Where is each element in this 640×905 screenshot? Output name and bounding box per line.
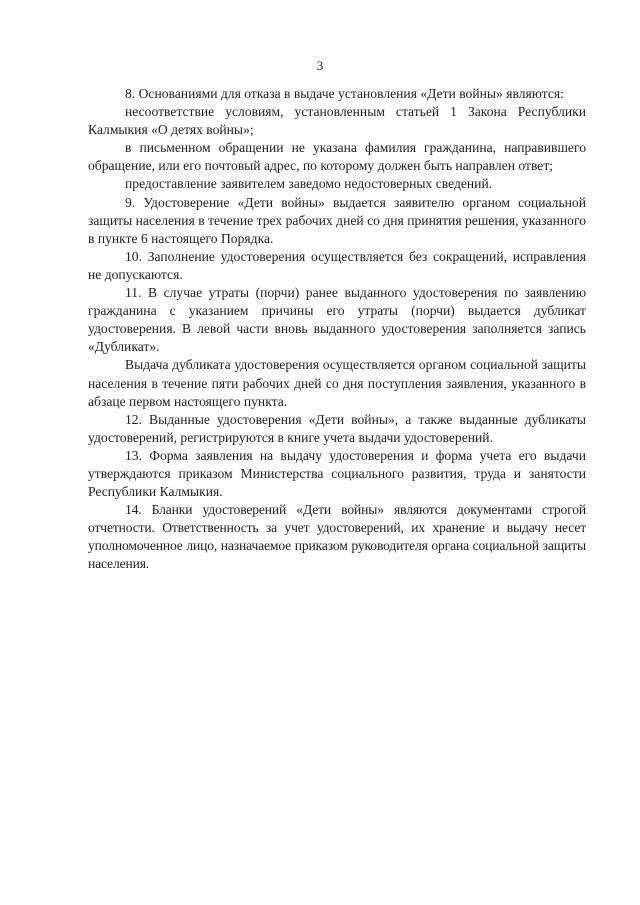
paragraph-8: 8. Основаниями для отказа в выдаче установления «Дети войны» являются: (125, 86, 564, 101)
paragraph-11-duplicate: Выдача дубликата удостоверения осуществляется органом социальной защиты населения в течение пяти рабочих дней со дня поступления заявления, указанного в абзаце первом настоящего пункта. (88, 357, 586, 409)
paragraph-10: 10. Заполнение удостоверения осуществляется без сокращений, исправления не допускаются. (88, 248, 586, 282)
paragraph-9: 9. Удостоверение «Дети войны» выдается заявителю органом социальной защиты населения в течение трех рабочих дней со дня принятия решения, указанного в пункте 6 настоящего Порядка. (88, 194, 586, 246)
paragraph-8-item-3: предоставление заявителем заведомо недостоверных сведений. (125, 176, 493, 192)
page-number: 3 (316, 58, 324, 73)
paragraph-11: 11. В случае утраты (порчи) ранее выданного удостоверения по заявлению гражданина с указанием причины его утраты (порчи) выдается дубликат удостоверения. В левой части вновь выданного удостоверения заполняется запись «Дубликат». (88, 285, 586, 355)
paragraph-14: 14. Бланки удостоверений «Дети войны» являются документами строгой отчетности. Ответственность за учет удостоверений, их хранение и выдачу несет уполномоченное лицо, назначаемое приказом руководителя органа социальной защиты населения. (88, 502, 586, 572)
document-body (88, 85, 586, 574)
paragraph-13: 13. Форма заявления на выдачу удостоверения и форма учета его выдачи утверждаются приказом Министерства социального развития, труда и занятости Республики Калмыкия. (88, 447, 586, 500)
paragraph-8-item-2: в письменном обращении не указана фамилия гражданина, направившего обращение, или его почтовый адрес, по которому должен быть направлен ответ; (88, 140, 586, 174)
paragraph-12: 12. Выданные удостоверения «Дети войны», а также выданные дубликаты удостоверений, регистрируются в книге учета выдачи удостоверений. (88, 411, 586, 445)
paragraph-8-item-1: несоответствие условиям, установленным статьей 1 Закона Республики Калмыкия «О детях войны»; (88, 104, 586, 138)
